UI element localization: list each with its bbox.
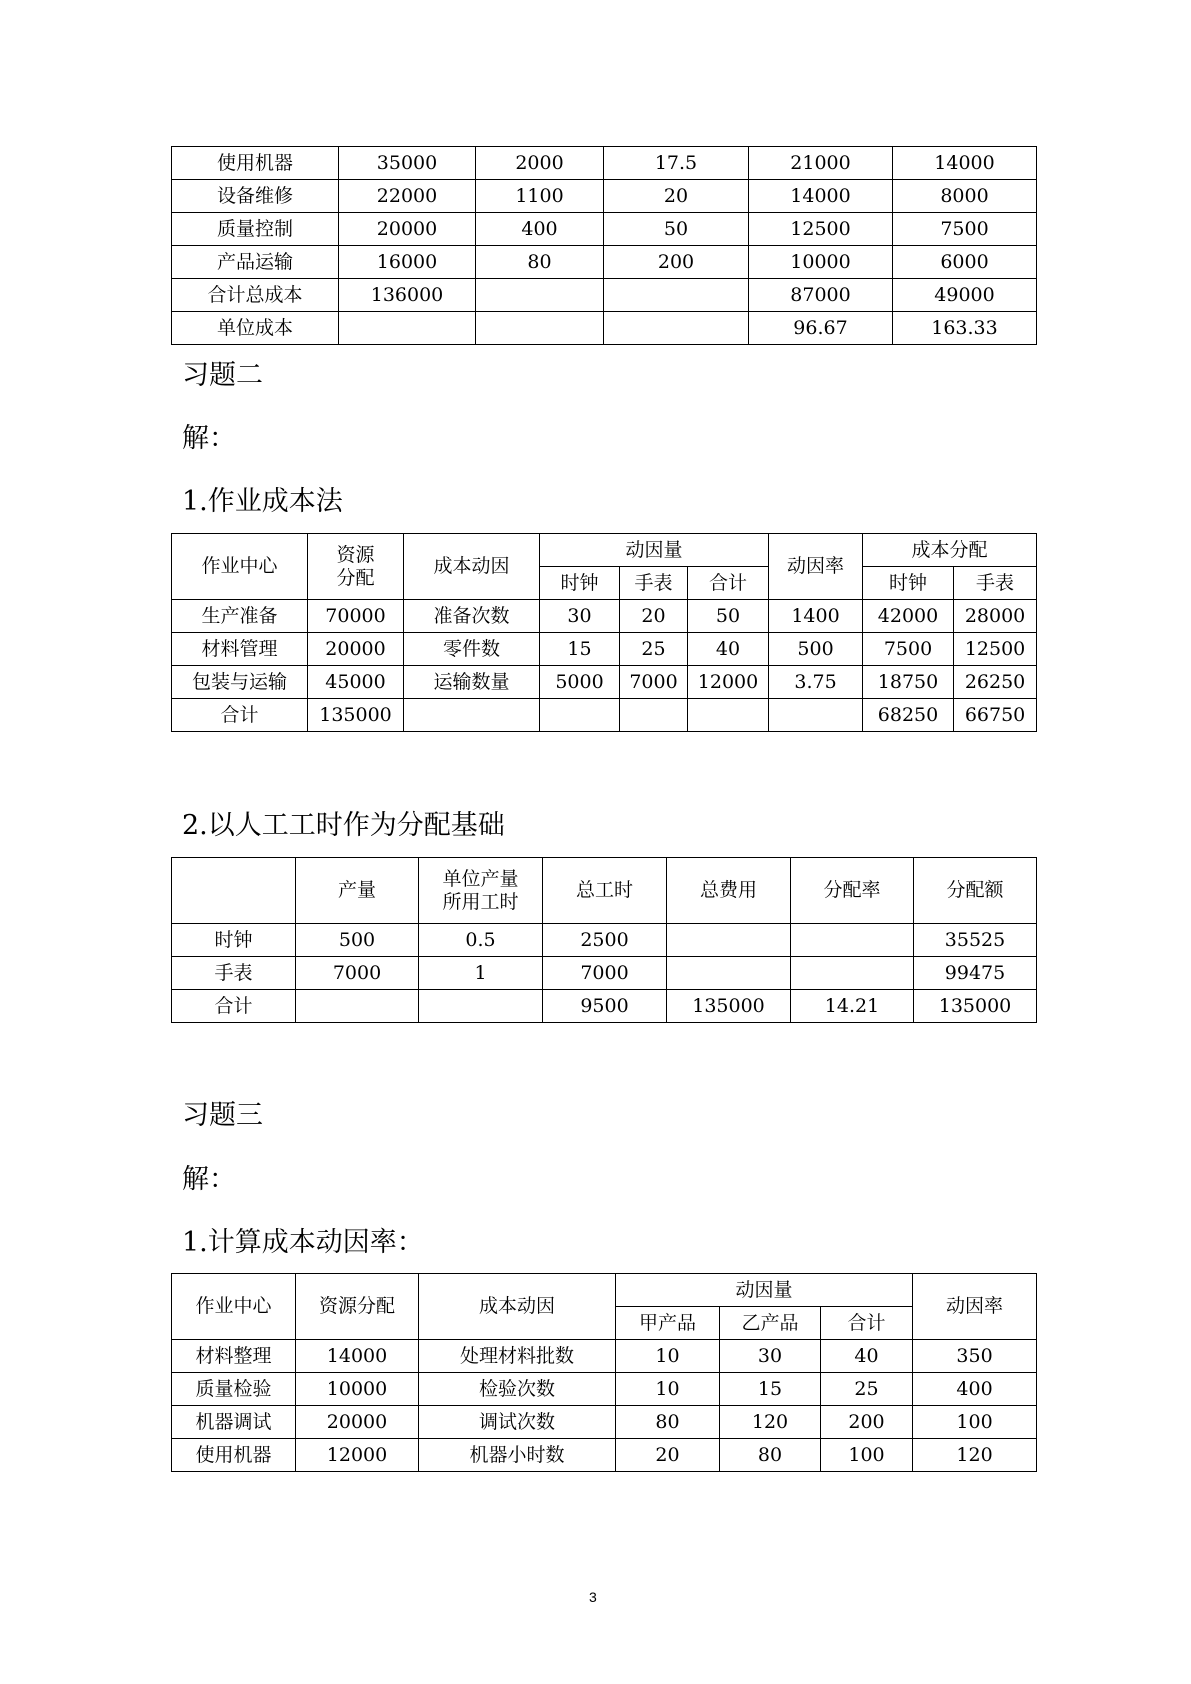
table-cell bbox=[296, 990, 419, 1023]
table-cell bbox=[620, 699, 688, 732]
table-cell: 合计 bbox=[172, 699, 308, 732]
table-row bbox=[172, 600, 1037, 633]
table-cell: 14000 bbox=[296, 1340, 419, 1373]
table-cell: 设备维修 bbox=[172, 180, 339, 213]
header-total: 合计 bbox=[688, 567, 769, 600]
table-row bbox=[172, 279, 1037, 312]
table-cell: 87000 bbox=[749, 279, 893, 312]
header-driver-quantity: 动因量 bbox=[540, 534, 769, 567]
table-cell: 20 bbox=[616, 1439, 720, 1472]
table-cell: 120 bbox=[720, 1406, 821, 1439]
exercise-2-solution-label: 解： bbox=[182, 423, 236, 454]
table-cell: 40 bbox=[688, 633, 769, 666]
table-cell: 2000 bbox=[476, 147, 604, 180]
table-row bbox=[172, 312, 1037, 345]
header-resource-line2: 分配 bbox=[336, 566, 375, 589]
table-cell: 单位成本 bbox=[172, 312, 339, 345]
table-cell: 9500 bbox=[543, 990, 667, 1023]
table-cell: 合计 bbox=[172, 990, 296, 1023]
table-cell: 40 bbox=[821, 1340, 913, 1373]
table-cell: 10000 bbox=[296, 1373, 419, 1406]
driver-rate-table bbox=[171, 1273, 1037, 1472]
table-cell: 30 bbox=[720, 1340, 821, 1373]
table-cell: 材料整理 bbox=[172, 1340, 296, 1373]
table-cell: 5000 bbox=[540, 666, 620, 699]
header-unit-hours-line1: 单位产量 bbox=[442, 867, 519, 890]
table-row bbox=[172, 666, 1037, 699]
table-cell: 135000 bbox=[308, 699, 404, 732]
header-output: 产量 bbox=[296, 858, 419, 924]
table-cell: 6000 bbox=[893, 246, 1037, 279]
abc-method-heading: 1.作业成本法 bbox=[182, 486, 343, 517]
table-cell: 零件数 bbox=[404, 633, 540, 666]
table-cell: 42000 bbox=[863, 600, 954, 633]
table-cell: 163.33 bbox=[893, 312, 1037, 345]
cost-table-body bbox=[172, 147, 1037, 345]
table-row bbox=[172, 147, 1037, 180]
table-cell: 26250 bbox=[954, 666, 1037, 699]
header-resource-line1: 资源 bbox=[336, 543, 375, 566]
exercise-3-title: 习题三 bbox=[182, 1100, 263, 1131]
table-cell bbox=[339, 312, 476, 345]
table-cell bbox=[604, 279, 749, 312]
table-cell: 28000 bbox=[954, 600, 1037, 633]
table-row bbox=[172, 213, 1037, 246]
table-cell: 68250 bbox=[863, 699, 954, 732]
header-resource-allocation: 资源分配 bbox=[296, 1274, 419, 1340]
labor-hours-heading: 2.以人工工时作为分配基础 bbox=[182, 810, 505, 841]
table-cell: 0.5 bbox=[419, 924, 543, 957]
table-cell: 18750 bbox=[863, 666, 954, 699]
table-cell: 200 bbox=[604, 246, 749, 279]
header-total: 合计 bbox=[821, 1307, 913, 1340]
table-row bbox=[172, 1373, 1037, 1406]
table-cell bbox=[540, 699, 620, 732]
table-cell: 材料管理 bbox=[172, 633, 308, 666]
table-cell: 136000 bbox=[339, 279, 476, 312]
table-cell: 手表 bbox=[172, 957, 296, 990]
header-total-hours: 总工时 bbox=[543, 858, 667, 924]
table-cell: 500 bbox=[296, 924, 419, 957]
table-cell bbox=[404, 699, 540, 732]
table-cell: 25 bbox=[821, 1373, 913, 1406]
table-row bbox=[172, 1406, 1037, 1439]
table-cell: 120 bbox=[913, 1439, 1037, 1472]
table-cell: 35000 bbox=[339, 147, 476, 180]
table-cell: 12000 bbox=[688, 666, 769, 699]
table-cell: 10 bbox=[616, 1373, 720, 1406]
table-cell: 20 bbox=[604, 180, 749, 213]
header-blank bbox=[172, 858, 296, 924]
table-cell: 25 bbox=[620, 633, 688, 666]
table-cell: 49000 bbox=[893, 279, 1037, 312]
header-alloc-watch: 手表 bbox=[954, 567, 1037, 600]
table-cell: 处理材料批数 bbox=[419, 1340, 616, 1373]
table-row bbox=[172, 990, 1037, 1023]
table-cell: 15 bbox=[720, 1373, 821, 1406]
table-cell: 20000 bbox=[339, 213, 476, 246]
header-clock: 时钟 bbox=[540, 567, 620, 600]
table-cell: 生产准备 bbox=[172, 600, 308, 633]
table-cell: 15 bbox=[540, 633, 620, 666]
header-driver-quantity: 动因量 bbox=[616, 1274, 913, 1307]
driver-table-body bbox=[172, 1340, 1037, 1472]
table-cell: 7000 bbox=[620, 666, 688, 699]
table-cell: 50 bbox=[688, 600, 769, 633]
table-cell bbox=[667, 924, 791, 957]
table-cell: 质量控制 bbox=[172, 213, 339, 246]
table-cell: 20 bbox=[620, 600, 688, 633]
table-cell: 500 bbox=[769, 633, 863, 666]
header-unit-hours-line2: 所用工时 bbox=[442, 890, 519, 913]
table-cell: 运输数量 bbox=[404, 666, 540, 699]
table-cell: 135000 bbox=[667, 990, 791, 1023]
table-cell: 70000 bbox=[308, 600, 404, 633]
header-resource-allocation bbox=[308, 534, 404, 600]
table-cell: 45000 bbox=[308, 666, 404, 699]
header-driver-rate: 动因率 bbox=[769, 534, 863, 600]
table-cell: 17.5 bbox=[604, 147, 749, 180]
table-cell: 机器小时数 bbox=[419, 1439, 616, 1472]
table-cell: 合计总成本 bbox=[172, 279, 339, 312]
table-cell: 7500 bbox=[863, 633, 954, 666]
table-cell bbox=[769, 699, 863, 732]
table-cell: 400 bbox=[913, 1373, 1037, 1406]
table-cell bbox=[791, 957, 914, 990]
header-allocation-rate: 分配率 bbox=[791, 858, 914, 924]
table-cell: 10000 bbox=[749, 246, 893, 279]
table-cell: 调试次数 bbox=[419, 1406, 616, 1439]
table-cell bbox=[476, 279, 604, 312]
table-cell: 12000 bbox=[296, 1439, 419, 1472]
header-cost-driver: 成本动因 bbox=[404, 534, 540, 600]
table-row bbox=[172, 699, 1037, 732]
table-cell: 1400 bbox=[769, 600, 863, 633]
table-cell: 检验次数 bbox=[419, 1373, 616, 1406]
page-number: 3 bbox=[589, 1589, 597, 1605]
table-cell: 16000 bbox=[339, 246, 476, 279]
table-cell: 200 bbox=[821, 1406, 913, 1439]
table-cell: 80 bbox=[616, 1406, 720, 1439]
labor-hours-table bbox=[171, 857, 1037, 1023]
table-cell: 机器调试 bbox=[172, 1406, 296, 1439]
exercise-3-solution-label: 解： bbox=[182, 1164, 236, 1195]
table-row bbox=[172, 1340, 1037, 1373]
table-cell: 400 bbox=[476, 213, 604, 246]
table-cell: 96.67 bbox=[749, 312, 893, 345]
table-cell: 10 bbox=[616, 1340, 720, 1373]
table-row bbox=[172, 1439, 1037, 1472]
table-cell: 7000 bbox=[296, 957, 419, 990]
table-cell: 99475 bbox=[914, 957, 1037, 990]
table-cell: 1100 bbox=[476, 180, 604, 213]
table-cell bbox=[476, 312, 604, 345]
table-row bbox=[172, 924, 1037, 957]
table-cell bbox=[419, 990, 543, 1023]
table-cell: 22000 bbox=[339, 180, 476, 213]
header-watch: 手表 bbox=[620, 567, 688, 600]
exercise-2-title: 习题二 bbox=[182, 360, 263, 391]
table-cell: 80 bbox=[476, 246, 604, 279]
table-cell: 8000 bbox=[893, 180, 1037, 213]
header-activity-center: 作业中心 bbox=[172, 1274, 296, 1340]
header-total-cost: 总费用 bbox=[667, 858, 791, 924]
table-cell bbox=[688, 699, 769, 732]
header-product-a: 甲产品 bbox=[616, 1307, 720, 1340]
header-product-b: 乙产品 bbox=[720, 1307, 821, 1340]
table-cell: 20000 bbox=[296, 1406, 419, 1439]
table-row bbox=[172, 633, 1037, 666]
table-cell: 14000 bbox=[749, 180, 893, 213]
header-alloc-clock: 时钟 bbox=[863, 567, 954, 600]
table-cell: 80 bbox=[720, 1439, 821, 1472]
table-cell: 3.75 bbox=[769, 666, 863, 699]
labor-table-body bbox=[172, 924, 1037, 1023]
abc-allocation-table bbox=[171, 533, 1037, 732]
abc-table-body bbox=[172, 600, 1037, 732]
table-cell: 21000 bbox=[749, 147, 893, 180]
table-cell: 20000 bbox=[308, 633, 404, 666]
header-cost-allocation: 成本分配 bbox=[863, 534, 1037, 567]
table-cell bbox=[667, 957, 791, 990]
driver-rate-heading: 1.计算成本动因率： bbox=[182, 1227, 424, 1258]
table-row bbox=[172, 957, 1037, 990]
table-cell: 35525 bbox=[914, 924, 1037, 957]
header-cost-driver: 成本动因 bbox=[419, 1274, 616, 1340]
table-cell bbox=[604, 312, 749, 345]
table-cell: 30 bbox=[540, 600, 620, 633]
table-cell: 产品运输 bbox=[172, 246, 339, 279]
table-cell: 12500 bbox=[749, 213, 893, 246]
table-row bbox=[172, 246, 1037, 279]
table-cell: 7000 bbox=[543, 957, 667, 990]
table-cell: 14000 bbox=[893, 147, 1037, 180]
header-unit-hours bbox=[419, 858, 543, 924]
table-row bbox=[172, 180, 1037, 213]
table-cell: 100 bbox=[913, 1406, 1037, 1439]
table-cell: 使用机器 bbox=[172, 1439, 296, 1472]
table-cell: 包装与运输 bbox=[172, 666, 308, 699]
header-activity-center: 作业中心 bbox=[172, 534, 308, 600]
table-cell: 14.21 bbox=[791, 990, 914, 1023]
table-cell: 使用机器 bbox=[172, 147, 339, 180]
table-cell: 50 bbox=[604, 213, 749, 246]
table-cell: 质量检验 bbox=[172, 1373, 296, 1406]
cost-table-continued bbox=[171, 146, 1037, 345]
table-cell: 100 bbox=[821, 1439, 913, 1472]
table-cell: 7500 bbox=[893, 213, 1037, 246]
header-driver-rate: 动因率 bbox=[913, 1274, 1037, 1340]
header-allocation-amount: 分配额 bbox=[914, 858, 1037, 924]
table-cell: 准备次数 bbox=[404, 600, 540, 633]
table-cell: 66750 bbox=[954, 699, 1037, 732]
table-cell: 1 bbox=[419, 957, 543, 990]
table-cell: 12500 bbox=[954, 633, 1037, 666]
table-cell: 时钟 bbox=[172, 924, 296, 957]
table-cell bbox=[791, 924, 914, 957]
table-cell: 350 bbox=[913, 1340, 1037, 1373]
table-cell: 135000 bbox=[914, 990, 1037, 1023]
table-cell: 2500 bbox=[543, 924, 667, 957]
